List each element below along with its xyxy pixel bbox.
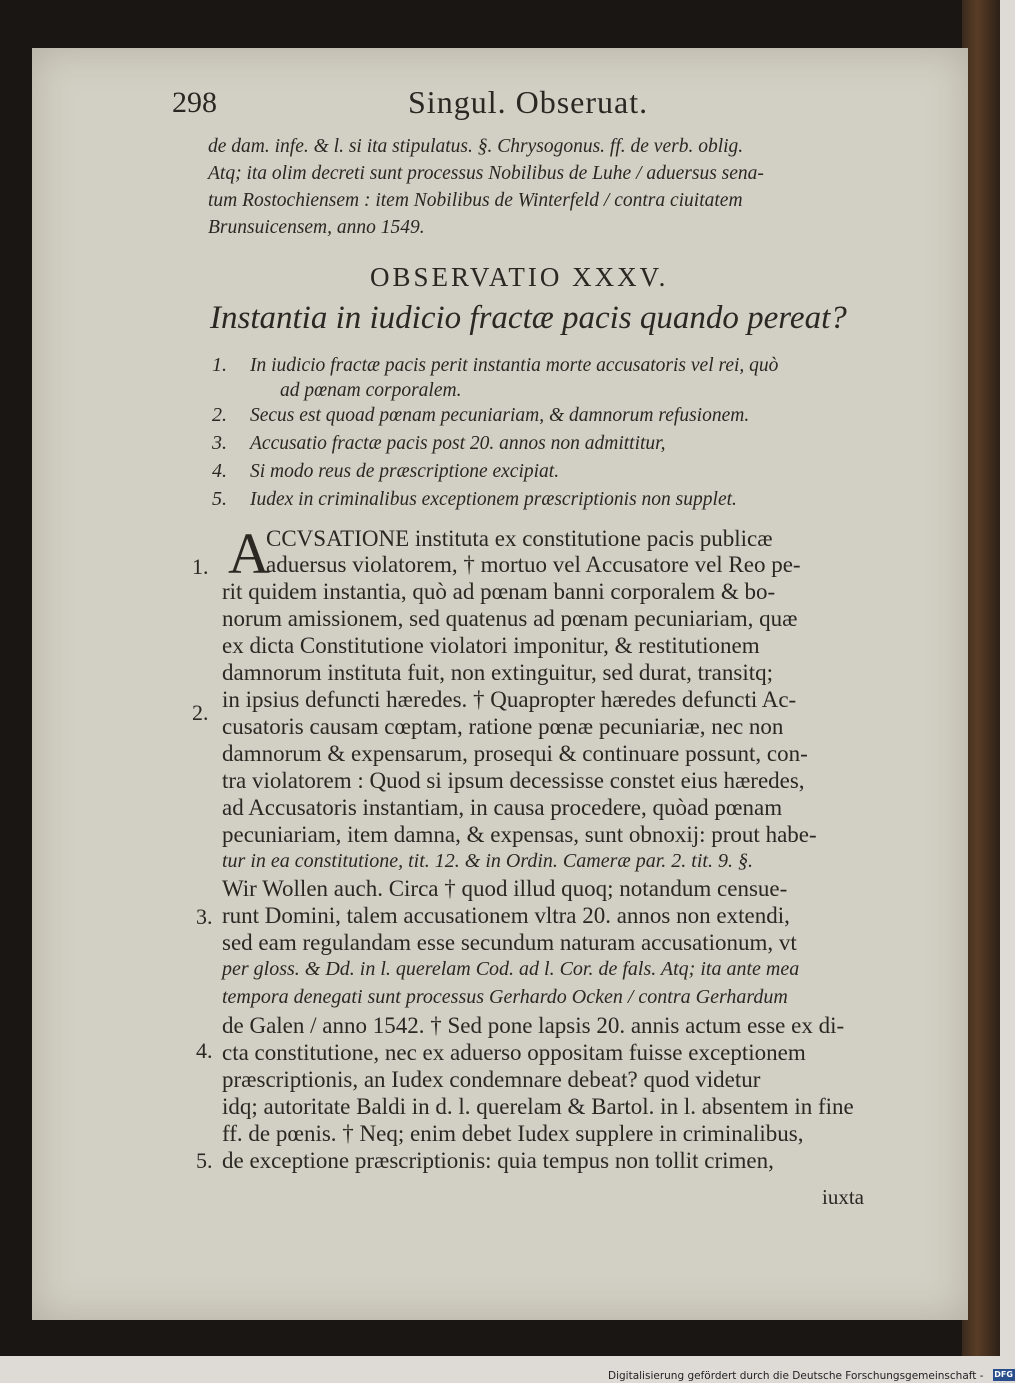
observation-question: Instantia in iudicio fractæ pacis quando pereat? xyxy=(210,300,847,336)
running-title: Singul. Obseruat. xyxy=(408,84,649,120)
summary-text: Accusatio fractæ pacis post 20. annos non admittitur, xyxy=(250,433,666,454)
body-line: norum amissionem, sed quatenus ad pœnam pecuniariam, quæ xyxy=(222,606,798,631)
body-line: cusatoris causam cœptam, ratione pœnæ pecuniariæ, nec non xyxy=(222,714,784,739)
summary-text: In iudicio fractæ pacis perit instantia morte accusatoris vel rei, quò xyxy=(250,355,779,376)
continuation-line: tum Rostochiensem : item Nobilibus de Winterfeld / contra ciuitatem xyxy=(208,190,743,211)
margin-number: 2. xyxy=(192,700,209,725)
summary-item xyxy=(212,404,749,432)
summary-number: 5. xyxy=(212,488,227,510)
footer-text: Digitalisierung gefördert durch die Deutsche Forschungsgemeinschaft - xyxy=(608,1370,984,1382)
footer-credit xyxy=(608,1364,1013,1382)
page-number: 298 xyxy=(172,86,217,119)
summary-item xyxy=(212,354,778,382)
body-line: cta constitutione, nec ex aduerso oppositam fuisse exceptionem xyxy=(222,1040,806,1065)
summary-number: 2. xyxy=(212,404,227,426)
observation-title: OBSERVATIO XXXV. xyxy=(370,262,669,292)
body-line: tur in ea constitutione, tit. 12. & in Ordin. Cameræ par. 2. tit. 9. §. xyxy=(222,850,753,872)
body-line: de exceptione præscriptionis: quia tempus non tollit crimen, xyxy=(222,1148,774,1173)
body-line: tra violatorem : Quod si ipsum decessisse constet eius hæredes, xyxy=(222,768,805,793)
summary-item xyxy=(212,488,737,516)
summary-number: 1. xyxy=(212,354,227,376)
body-line: in ipsius defuncti hæredes. † Quapropter hæredes defuncti Ac- xyxy=(222,687,797,712)
summary-text: Secus est quoad pœnam pecuniariam, & damnorum refusionem. xyxy=(250,405,750,426)
summary-item xyxy=(212,460,559,488)
body-line: damnorum & expensarum, prosequi & continuare possunt, con- xyxy=(222,741,808,766)
body-line: idq; autoritate Baldi in d. l. querelam & Bartol. in l. absentem in fine xyxy=(222,1094,854,1119)
body-line: pecuniariam, item damna, & expensas, sunt obnoxij: prout habe- xyxy=(222,822,817,847)
continuation-line: de dam. infe. & l. si ita stipulatus. §. Chrysogonus. ff. de verb. oblig. xyxy=(208,136,744,157)
catchword: iuxta xyxy=(822,1185,864,1209)
drop-initial: A xyxy=(228,521,270,586)
continuation-line: Brunsuicensem, anno 1549. xyxy=(208,217,425,238)
body-line: ad Accusatoris instantiam, in causa procedere, quòad pœnam xyxy=(222,795,783,820)
summary-text: Si modo reus de præscriptione excipiat. xyxy=(250,461,560,482)
body-line: Wir Wollen auch. Circa † quod illud quoq; notandum censue- xyxy=(222,876,788,901)
summary-item xyxy=(212,432,665,460)
summary-text: Iudex in criminalibus exceptionem præscriptionis non supplet. xyxy=(250,489,737,510)
summary-number: 4. xyxy=(212,460,227,482)
dfg-logo[interactable]: DFG xyxy=(994,1369,1013,1379)
body-line: de Galen / anno 1542. † Sed pone lapsis 20. annis actum esse ex di- xyxy=(222,1013,845,1038)
body-line: præscriptionis, an Iudex condemnare debeat? quod videtur xyxy=(222,1067,761,1092)
body-line: runt Domini, talem accusationem vltra 20. annos non extendi, xyxy=(222,903,790,928)
margin-number: 5. xyxy=(196,1148,213,1173)
body-line: damnorum instituta fuit, non extinguitur, sed durat, transitq; xyxy=(222,660,774,685)
margin-number: 3. xyxy=(196,904,213,929)
margin-number: 1. xyxy=(192,554,209,579)
summary-text: ad pœnam corporalem. xyxy=(280,380,462,401)
body-line: ex dicta Constitutione violatori imponitur, & restitutionem xyxy=(222,633,760,658)
body-line: per gloss. & Dd. in l. querelam Cod. ad l. Cor. de fals. Atq; ita ante mea xyxy=(222,958,800,980)
body-line: tempora denegati sunt processus Gerhardo Ocken / contra Gerhardum xyxy=(222,986,788,1008)
margin-number: 4. xyxy=(196,1038,213,1063)
body-line: ff. de pœnis. † Neq; enim debet Iudex supplere in criminalibus, xyxy=(222,1121,804,1146)
continuation-line: Atq; ita olim decreti sunt processus Nobilibus de Luhe / aduersus sena- xyxy=(208,163,764,184)
body-line: sed eam regulandam esse secundum naturam accusationum, vt xyxy=(222,930,797,955)
body-line: CCVSATIONE instituta ex constitutione pacis publicæ xyxy=(266,526,773,551)
body-line: rit quidem instantia, quò ad pœnam banni corporalem & bo- xyxy=(222,579,776,604)
body-line: aduersus violatorem, † mortuo vel Accusatore vel Reo pe- xyxy=(266,552,801,577)
page-header xyxy=(172,84,772,124)
summary-number: 3. xyxy=(212,432,227,454)
